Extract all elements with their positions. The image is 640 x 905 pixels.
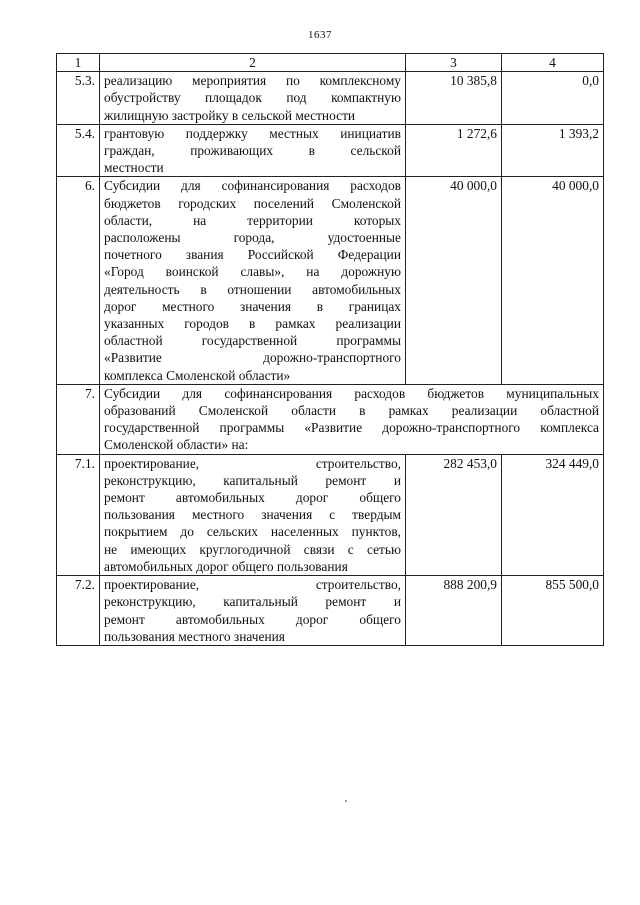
amount-col-4: 855 500,0 [502, 576, 604, 646]
row-description [100, 177, 406, 384]
description-line: государственной программы «Развитие дорожно-транспортного комплекса [104, 420, 599, 436]
description-line: не имеющих круглогодичной связи с сетью [104, 541, 401, 557]
table-header-row [57, 54, 604, 72]
description-line: комплекса Смоленской области» [104, 367, 291, 383]
description-line: пользования местного значения с твердым [104, 507, 401, 523]
amount-col-4: 0,0 [502, 72, 604, 125]
row-number: 7.1. [57, 454, 100, 575]
table-row-7-2 [57, 576, 604, 646]
description-line: граждан, проживающих в сельской [104, 143, 401, 159]
description-line: «Развитие дорожно-транспортного [104, 350, 401, 366]
description-line: ремонт автомобильных дорог общего [104, 490, 401, 506]
description-line: бюджетов городских поселений Смоленской [104, 195, 401, 211]
amount-col-3: 282 453,0 [406, 454, 502, 575]
description-line: Субсидии для софинансирования расходов бюджетов муниципальных [104, 385, 599, 401]
amount-col-4: 40 000,0 [502, 177, 604, 384]
description-line: указанных городов в рамках реализации [104, 316, 401, 332]
row-description [100, 454, 406, 575]
table-row-5-4 [57, 124, 604, 177]
row-number: 5.3. [57, 72, 100, 125]
description-line: реализацию мероприятия по комплексному [104, 73, 401, 89]
description-line: пользования местного значения [104, 628, 285, 644]
description-line: деятельность в отношении автомобильных [104, 281, 401, 297]
row-number: 6. [57, 177, 100, 384]
amount-col-4: 324 449,0 [502, 454, 604, 575]
description-line: почетного звания Российской Федерации [104, 247, 401, 263]
description-line: проектирование, строительство, [104, 577, 401, 593]
description-line: образований Смоленской области в рамках реализации областной [104, 403, 599, 419]
description-line: реконструкцию, капитальный ремонт и [104, 472, 401, 488]
description-line: жилищную застройку в сельской местности [104, 107, 356, 123]
description-line: области, на территории которых [104, 212, 401, 228]
amount-col-3: 10 385,8 [406, 72, 502, 125]
budget-table [56, 53, 604, 646]
table-row-5-3 [57, 72, 604, 125]
description-line: областной государственной программы [104, 333, 401, 349]
header-col-3: 3 [406, 54, 502, 72]
page-number: 1637 [308, 29, 332, 41]
table-row-7 [57, 384, 604, 454]
row-number: 7. [57, 384, 100, 454]
table-row-6 [57, 177, 604, 384]
header-col-1: 1 [57, 54, 100, 72]
table-row-7-1 [57, 454, 604, 575]
description-line: покрытием до сельских населенных пунктов, [104, 524, 401, 540]
description-line: Субсидии для софинансирования расходов [104, 178, 401, 194]
amount-col-3: 1 272,6 [406, 124, 502, 177]
header-col-2: 2 [100, 54, 406, 72]
description-line: обустройству площадок под компактную [104, 90, 401, 106]
header-col-4: 4 [502, 54, 604, 72]
description-line: расположены города, удостоенные [104, 230, 401, 246]
description-line: местности [104, 160, 164, 176]
description-line: ремонт автомобильных дорог общего [104, 611, 401, 627]
row-number: 7.2. [57, 576, 100, 646]
scan-speck [345, 800, 347, 802]
row-description [100, 576, 406, 646]
description-line: реконструкцию, капитальный ремонт и [104, 594, 401, 610]
row-number: 5.4. [57, 124, 100, 177]
amount-col-3: 40 000,0 [406, 177, 502, 384]
description-line: Смоленской области» на: [104, 437, 249, 453]
row-description [100, 384, 604, 454]
amount-col-3: 888 200,9 [406, 576, 502, 646]
row-description [100, 124, 406, 177]
row-description [100, 72, 406, 125]
description-line: дорог местного значения в границах [104, 298, 401, 314]
description-line: «Город воинской славы», на дорожную [104, 264, 401, 280]
amount-col-4: 1 393,2 [502, 124, 604, 177]
description-line: грантовую поддержку местных инициатив [104, 125, 401, 141]
description-line: проектирование, строительство, [104, 455, 401, 471]
description-line: автомобильных дорог общего пользования [104, 558, 348, 574]
